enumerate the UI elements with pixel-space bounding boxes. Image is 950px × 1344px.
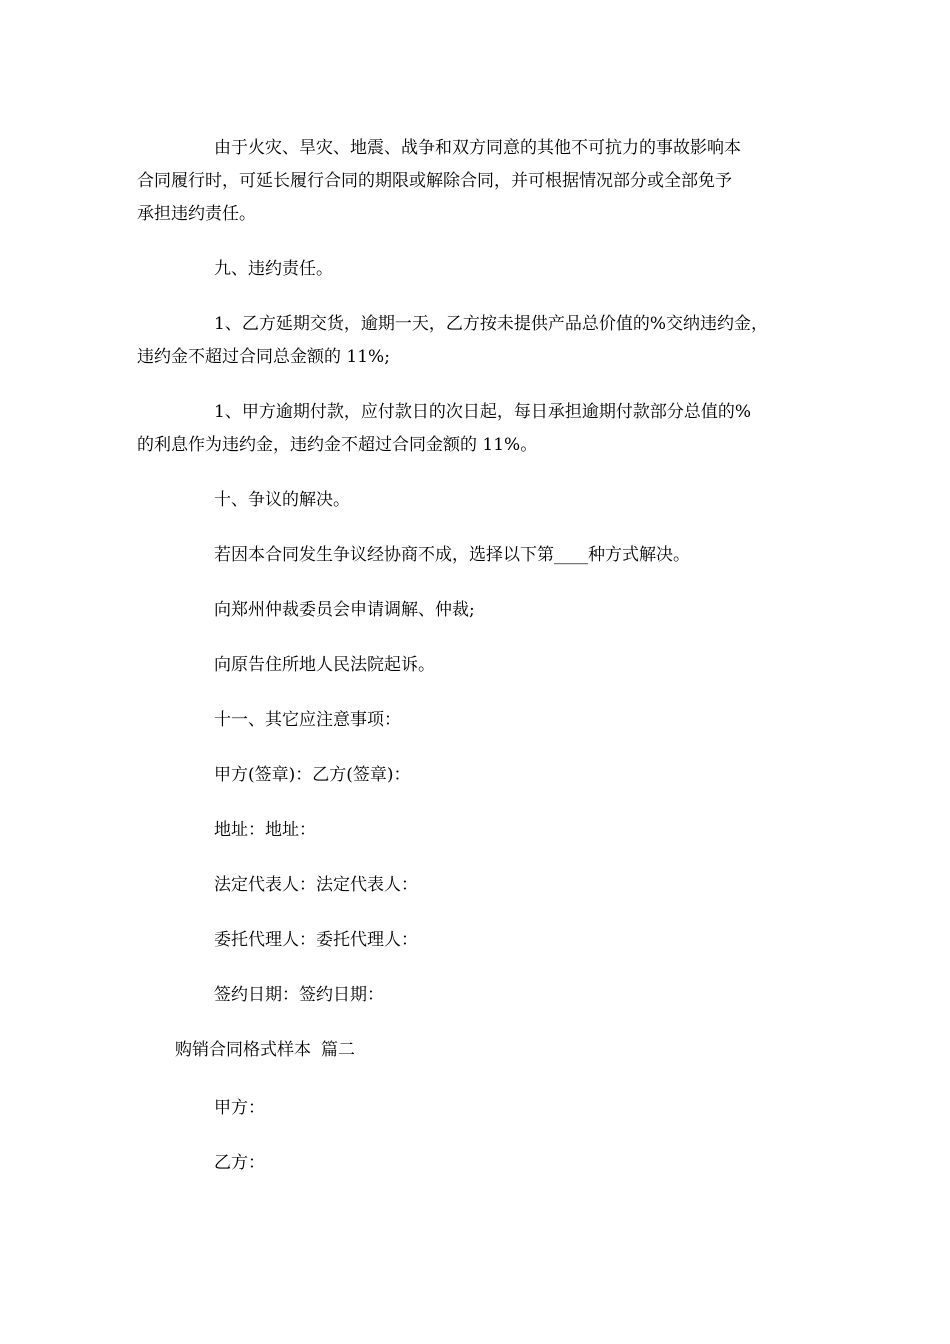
force-majeure-line-3: 承担违约责任。 (137, 204, 256, 224)
party-a-line: 甲方： (214, 1098, 265, 1118)
part-two-heading (175, 1034, 355, 1067)
sign-date-line: 签约日期：签约日期： (214, 985, 384, 1005)
party-b-line: 乙方： (214, 1153, 265, 1173)
dispute-intro: 若因本合同发生争议经协商不成，选择以下第____种方式解决。 (214, 545, 690, 565)
penalty-buyer-line-1: 1、甲方逾期付款，应付款日的次日起，每日承担逾期付款部分总值的% (214, 402, 751, 422)
sign-rep-line: 法定代表人：法定代表人： (214, 875, 418, 895)
penalty-seller-line-2: 违约金不超过合同总金额的 11%; (137, 347, 390, 367)
penalty-buyer-paragraph (137, 396, 817, 462)
force-majeure-line-2: 合同履行时，可延长履行合同的期限或解除合同，并可根据情况部分或全部免予 (137, 171, 732, 191)
penalty-seller-line-1: 1、乙方延期交货，逾期一天，乙方按未提供产品总价值的%交纳违约金， (214, 314, 768, 334)
force-majeure-line-1: 由于火灾、旱灾、地震、战争和双方同意的其他不可抗力的事故影响本 (214, 138, 741, 158)
dispute-option-1: 向郑州仲裁委员会申请调解、仲裁; (214, 600, 475, 620)
penalty-buyer-line-2: 的利息作为违约金，违约金不超过合同金额的 11%。 (137, 435, 538, 455)
sign-seal-line: 甲方(签章)：乙方(签章)： (214, 765, 411, 785)
section-10-title: 十、争议的解决。 (214, 490, 350, 510)
penalty-seller-paragraph (137, 308, 817, 374)
section-11-title: 十一、其它应注意事项： (214, 710, 401, 730)
dispute-option-2: 向原告住所地人民法院起诉。 (214, 655, 435, 675)
force-majeure-paragraph (137, 132, 817, 231)
section-9-title: 九、违约责任。 (214, 259, 333, 279)
sign-agent-line: 委托代理人：委托代理人： (214, 930, 418, 950)
part-two-title: 购销合同格式样本 (175, 1040, 311, 1060)
sign-address-line: 地址：地址： (214, 820, 316, 840)
part-two-label: 篇二 (321, 1040, 355, 1060)
